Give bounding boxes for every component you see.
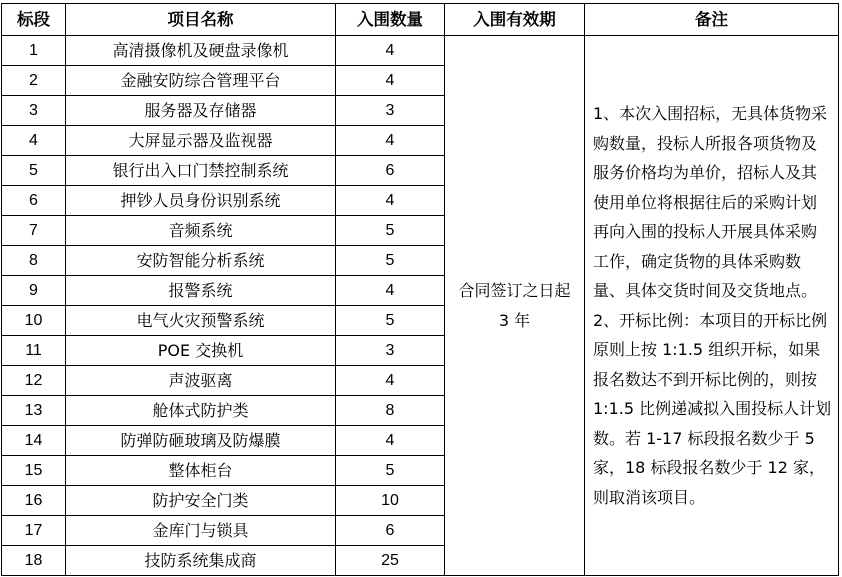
- section-number-cell: 1: [2, 36, 66, 66]
- item-name-cell: 高清摄像机及硬盘录像机: [66, 36, 336, 66]
- section-number-cell: 12: [2, 366, 66, 396]
- validity-cell: 合同签订之日起 3 年: [445, 36, 585, 576]
- item-name-cell: 押钞人员身份识别系统: [66, 186, 336, 216]
- header-validity: 入围有效期: [445, 4, 585, 36]
- quantity-cell: 5: [336, 246, 445, 276]
- item-name-cell: 银行出入口门禁控制系统: [66, 156, 336, 186]
- section-number-cell: 2: [2, 66, 66, 96]
- bid-sections-table: [1, 3, 839, 576]
- item-name-cell: 报警系统: [66, 276, 336, 306]
- item-name-cell: 金融安防综合管理平台: [66, 66, 336, 96]
- item-name-cell: 电气火灾预警系统: [66, 306, 336, 336]
- quantity-cell: 4: [336, 126, 445, 156]
- section-number-cell: 4: [2, 126, 66, 156]
- section-number-cell: 6: [2, 186, 66, 216]
- quantity-cell: 10: [336, 486, 445, 516]
- quantity-cell: 6: [336, 156, 445, 186]
- section-number-cell: 5: [2, 156, 66, 186]
- item-name-cell: 音频系统: [66, 216, 336, 246]
- quantity-cell: 5: [336, 216, 445, 246]
- item-name-cell: 安防智能分析系统: [66, 246, 336, 276]
- quantity-cell: 25: [336, 546, 445, 576]
- table-row: [2, 36, 839, 66]
- quantity-cell: 4: [336, 276, 445, 306]
- remarks-cell: [585, 36, 839, 576]
- section-number-cell: 7: [2, 216, 66, 246]
- item-name-cell: 技防系统集成商: [66, 546, 336, 576]
- section-number-cell: 8: [2, 246, 66, 276]
- item-name-cell: 声波驱离: [66, 366, 336, 396]
- quantity-cell: 4: [336, 66, 445, 96]
- section-number-cell: 10: [2, 306, 66, 336]
- section-number-cell: 18: [2, 546, 66, 576]
- quantity-cell: 4: [336, 36, 445, 66]
- table-body: [2, 36, 839, 576]
- item-name-cell: 防护安全门类: [66, 486, 336, 516]
- section-number-cell: 16: [2, 486, 66, 516]
- header-section: 标段: [2, 4, 66, 36]
- quantity-cell: 5: [336, 306, 445, 336]
- item-name-cell: 大屏显示器及监视器: [66, 126, 336, 156]
- item-name-cell: 舱体式防护类: [66, 396, 336, 426]
- header-quantity: 入围数量: [336, 4, 445, 36]
- remarks-paragraph-1: 1、本次入围招标，无具体货物采购数量，投标人所报各项货物及服务价格均为单价，招标人及其使用单位将根据往后的采购计划再向入围的投标人开展具体采购工作，确定货物的具体采购数量、具体交货时间及交货地点。: [593, 104, 828, 300]
- header-row: [2, 4, 839, 36]
- item-name-cell: 防弹防砸玻璃及防爆膜: [66, 426, 336, 456]
- quantity-cell: 4: [336, 366, 445, 396]
- section-number-cell: 11: [2, 336, 66, 366]
- item-name-cell: 整体柜台: [66, 456, 336, 486]
- quantity-cell: 8: [336, 396, 445, 426]
- section-number-cell: 3: [2, 96, 66, 126]
- section-number-cell: 14: [2, 426, 66, 456]
- remarks-paragraph-2: 2、开标比例：本项目的开标比例原则上按 1:1.5 组织开标，如果报名数达不到开标比例的，则按 1:1.5 比例递减拟入围投标人计划数。若 1-17 标段报名数少于 5 家，18 标段报名数少于 12 家，则取消该项目。: [593, 310, 832, 507]
- quantity-cell: 3: [336, 96, 445, 126]
- item-name-cell: 服务器及存储器: [66, 96, 336, 126]
- section-number-cell: 13: [2, 396, 66, 426]
- header-remarks: 备注: [585, 4, 839, 36]
- quantity-cell: 5: [336, 456, 445, 486]
- quantity-cell: 3: [336, 336, 445, 366]
- section-number-cell: 17: [2, 516, 66, 546]
- item-name-cell: POE 交换机: [66, 336, 336, 366]
- item-name-cell: 金库门与锁具: [66, 516, 336, 546]
- quantity-cell: 4: [336, 186, 445, 216]
- quantity-cell: 4: [336, 426, 445, 456]
- header-item-name: 项目名称: [66, 4, 336, 36]
- section-number-cell: 9: [2, 276, 66, 306]
- section-number-cell: 15: [2, 456, 66, 486]
- quantity-cell: 6: [336, 516, 445, 546]
